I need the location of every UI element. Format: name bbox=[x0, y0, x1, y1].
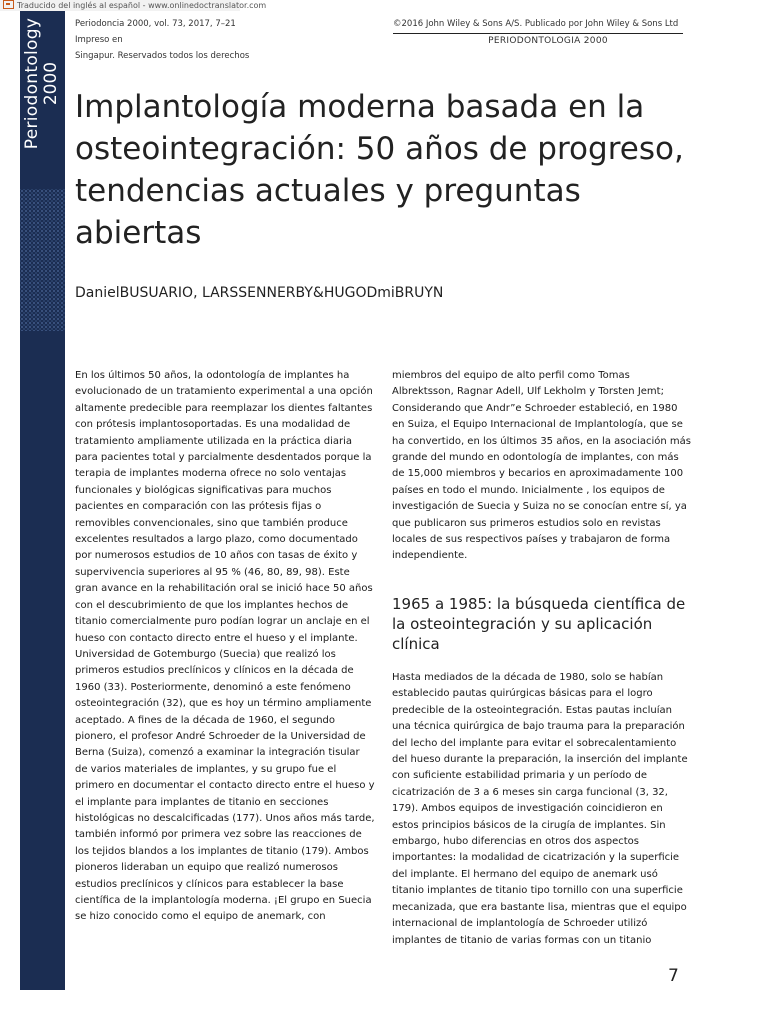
article-authors: DanielBUSUARIO, LARSSENNERBY&HUGODmiBRUYN bbox=[75, 285, 444, 301]
body-column-right-bottom bbox=[392, 670, 692, 949]
section-heading: 1965 a 1985: la búsqueda científica de la osteointegración y su aplicación clínica bbox=[392, 595, 686, 653]
citation-header bbox=[75, 16, 265, 64]
citation-line2: Singapur. Reservados todos los derechos bbox=[75, 51, 250, 61]
journal-sidebar bbox=[20, 11, 65, 990]
sidebar-texture bbox=[20, 189, 65, 331]
header-rule bbox=[393, 33, 683, 34]
copyright-header bbox=[393, 16, 683, 48]
sidebar-journal-name bbox=[22, 0, 62, 171]
translator-banner-text: Traducido del inglés al español - www.onlinedoctranslator.com bbox=[17, 1, 267, 10]
body-column-left bbox=[75, 368, 375, 926]
sidebar-journal-line1: Periodontology bbox=[22, 17, 42, 150]
copyright-text: ©2016 John Wiley & Sons A/S. Publicado por John Wiley & Sons Ltd bbox=[393, 19, 679, 29]
translator-logo-icon bbox=[3, 0, 14, 9]
running-journal-name: PERIODONTOLOGIA 2000 bbox=[488, 36, 608, 46]
page-number: 7 bbox=[668, 966, 679, 986]
paragraph-intro: En los últimos 50 años, la odontología de implantes ha evolucionado de un tratamiento experimental a una opción altamente predecible para reemplazar los dientes faltantes con prótesis implantosoportadas. Es una modalidad de tratamiento ampliamente utilizada en la práctica diaria para pacientes total y parcialmente desdentados porque la terapia de implantes moderna ofrece no solo ventajas funcionales y biológicas significativas para muchos pacientes en comparación con las prótesis fijas o removibles convencionales, sino que también produce excelentes resultados a largo plazo, como documentado por numerosos estudios de 10 años con tasas de éxito y supervivencia superiores al 95 % (46, 80, 89, 98). Este gran avance en la rehabilitación oral se inició hace 50 años con el descubrimiento de que los implantes hechos de titanio comercialmente puro podían lograr un anclaje en el hueso con contacto directo entre el hueso y el implante. Universidad de Gotemburgo (Suecia) que realizó los primeros estudios preclínicos y clínicos en la década de 1960 (33). Posteriormente, denominó a este fenómeno osteointegración (32), que es hoy un término ampliamente aceptado. A fines de la década de 1960, el segundo pionero, el profesor André Schroeder de la Universidad de Berna (Suiza), comenzó a examinar la integración tisular de varios materiales de implantes, y su grupo fue el primero en documentar el contacto directo entre el hueso y el implante para implantes de titanio en secciones histológicas no descalcificadas (177). Unos años más tarde, también informó por primera vez sobre las reacciones de los tejidos blandos a los implantes de titanio (179). Ambos pioneros lideraban un equipo que realizó numerosos estudios preclínicos y clínicos para establecer la base científica de la implantología moderna. ¡El grupo en Suecia se hizo conocido como el equipo de anemark, con bbox=[75, 370, 375, 923]
article-title: Implantología moderna basada en la osteointegración: 50 años de progreso, tendencias actuales y preguntas abiertas bbox=[75, 89, 684, 251]
body-column-right-top bbox=[392, 368, 692, 565]
sidebar-journal-line2: 2000 bbox=[41, 61, 61, 106]
paragraph-teams: miembros del equipo de alto perfil como Tomas Albrektsson, Ragnar Adell, Ulf Lekholm y Torsten Jemt; Considerando que Andr”e Schroeder estableció, en 1980 en Suiza, el Equipo Internacional de Implantología, que se ha convertido, en los últimos 35 años, en la asociación más grande del mundo en odontología de implantes, con más de 15,000 miembros y becarios en aproximadamente 100 países en todo el mundo. Inicialmente , los equipos de investigación de Suecia y Suiza no se conocían entre sí, ya que publicaron sus primeros estudios solo en revistas locales de sus respectivos países y trabajaron de forma independiente. bbox=[392, 370, 691, 562]
citation-line1: Periodoncia 2000, vol. 73, 2017, 7–21 Impreso en bbox=[75, 19, 236, 45]
paragraph-guidelines: Hasta mediados de la década de 1980, solo se habían establecido pautas quirúrgicas básicas para el logro predecible de la osteointegración. Estas pautas incluían una técnica quirúrgica de bajo trauma para la preparación del lecho del implante para evitar el sobrecalentamiento del hueso durante la preparación, la inserción del implante con suficiente estabilidad primaria y un período de cicatrización de 3 a 6 meses sin carga funcional (3, 32, 179). Ambos equipos de investigación coincidieron en estos principios básicos de la cirugía de implantes. Sin embargo, hubo diferencias en otros dos aspectos importantes: la modalidad de cicatrización y la superficie del implante. El hermano del equipo de anemark usó titanio implantes de titanio tipo tornillo con una superficie mecanizada, que era bastante lisa, mientras que el equipo internacional de implantología de Schroeder utilizó implantes de titanio de varias formas con un titanio bbox=[392, 672, 688, 946]
